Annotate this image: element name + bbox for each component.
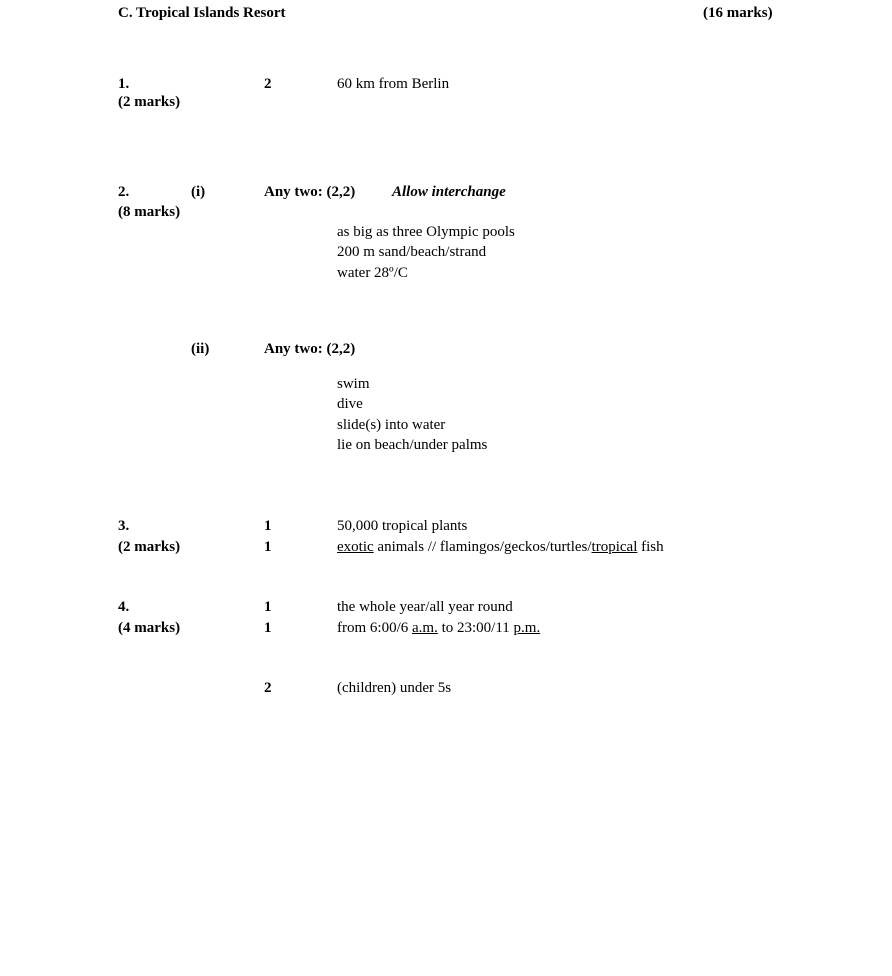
answer: swim xyxy=(337,376,370,392)
answer: (children) under 5s xyxy=(337,680,452,696)
underlined-word: p.m. xyxy=(513,620,541,636)
answer-list xyxy=(337,374,487,455)
answer: the whole year/all year round xyxy=(337,599,513,615)
answer: lie on beach/under palms xyxy=(337,436,488,453)
answer-text: to 23:00/11 xyxy=(437,620,514,636)
answer: dive xyxy=(337,396,363,413)
instruction: Any two: (2,2) xyxy=(264,184,356,200)
part-label: (i) xyxy=(191,184,206,200)
marking-note: Allow interchange xyxy=(392,184,506,200)
part-label: (ii) xyxy=(191,341,210,357)
total-marks: (16 marks) xyxy=(703,5,773,21)
underlined-word: a.m. xyxy=(412,620,438,636)
answer: slide(s) into water xyxy=(337,416,446,433)
score: 1 xyxy=(264,599,272,615)
answer: water 28º/C xyxy=(337,264,408,281)
question-number: 3. xyxy=(118,518,130,534)
answer-text: animals // flamingos/geckos/turtles/ xyxy=(373,539,592,555)
underlined-word: exotic xyxy=(337,539,374,555)
answer-text: from 6:00/6 xyxy=(337,620,412,636)
question-marks: (4 marks) xyxy=(118,620,181,636)
answer-text: fish xyxy=(637,539,664,555)
question-number: 4. xyxy=(118,599,130,615)
question-marks: (2 marks) xyxy=(118,94,181,110)
answer xyxy=(337,537,664,557)
answer-list xyxy=(337,222,515,283)
instruction: Any two: (2,2) xyxy=(264,341,356,357)
question-number: 1. xyxy=(118,76,130,92)
question-number: 2. xyxy=(118,184,130,200)
score: 1 xyxy=(264,620,272,636)
answer: as big as three Olympic pools xyxy=(337,224,515,240)
section-title: C. Tropical Islands Resort xyxy=(118,5,286,21)
answer: 60 km from Berlin xyxy=(337,76,450,92)
score: 1 xyxy=(264,539,272,555)
score: 2 xyxy=(264,76,272,92)
underlined-word: tropical xyxy=(591,539,638,555)
score: 2 xyxy=(264,680,272,696)
score: 1 xyxy=(264,518,272,534)
question-marks: (8 marks) xyxy=(118,204,181,220)
answer xyxy=(337,618,540,638)
question-marks: (2 marks) xyxy=(118,539,181,555)
answer: 50,000 tropical plants xyxy=(337,518,468,534)
answer: 200 m sand/beach/strand xyxy=(337,244,487,261)
